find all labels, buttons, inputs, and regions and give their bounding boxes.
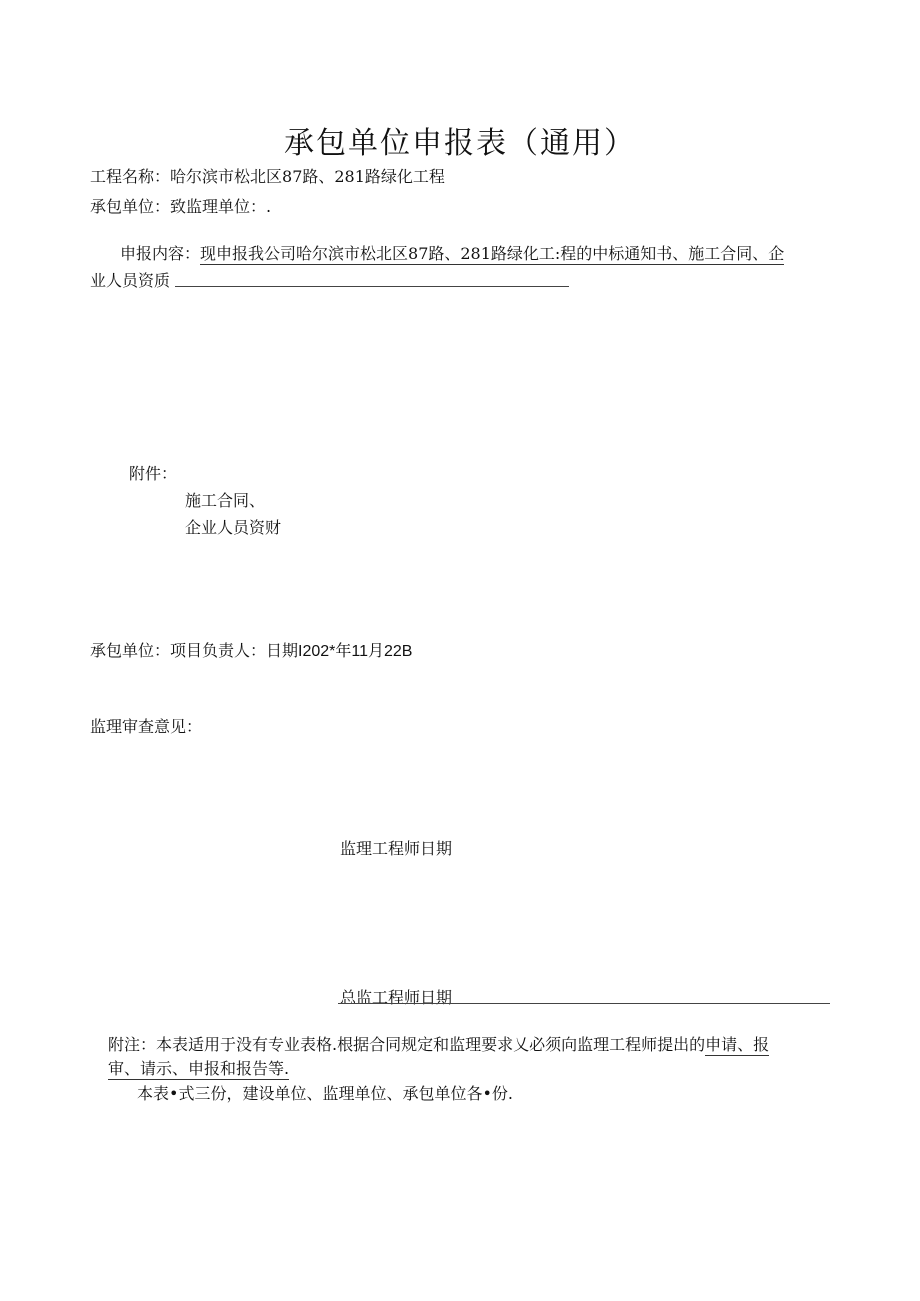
chief-engineer-signature-line — [338, 1003, 830, 1004]
note-row-3: 本表•式三份，建设单位、监理单位、承包单位各•份. — [137, 1084, 513, 1103]
attachments-label: 附件： — [129, 464, 178, 483]
chief-engineer-signature: 总监工程师日期 — [340, 988, 453, 1007]
review-opinion-label: 监理审查意见： — [90, 717, 203, 736]
project-name-value: 哈尔滨市松北区87路、281路绿化工程 — [170, 167, 445, 186]
project-name-row — [90, 164, 445, 187]
declaration-content-label: 申报内容： — [120, 244, 201, 263]
declaration-underline — [175, 286, 569, 287]
attachment-item: 施工合同、 — [185, 491, 266, 510]
supervising-engineer-signature: 监理工程师日期 — [340, 839, 453, 858]
signature-labels: 承包单位：项目负责人：日期 — [90, 641, 299, 660]
project-name-label: 工程名称： — [90, 167, 171, 186]
form-title: 承包单位申报表（通用） — [284, 126, 636, 161]
note-row-2 — [108, 1056, 289, 1079]
signature-row — [90, 638, 412, 661]
contractor-row: 承包单位：致监理单位：. — [90, 197, 272, 216]
note-row-1 — [108, 1032, 769, 1055]
note-underlined-text: 申请、报 — [705, 1035, 770, 1054]
note-text: 附注：本表适用于没有专业表格.根据合同规定和监理要求乂必须向监理工程师提出的 — [108, 1035, 706, 1054]
note-underlined-text: 审、请示、申报和报告等. — [108, 1059, 290, 1078]
declaration-content-continued: 业人员资质 — [90, 271, 171, 290]
attachment-item: 企业人员资财 — [185, 518, 282, 537]
declaration-content-text: 现申报我公司哈尔滨市松北区87路、281路绿化工:程的中标通知书、施工合同、企 — [200, 244, 785, 263]
declaration-content-row — [120, 241, 784, 264]
signature-date: I202*年11月22B — [298, 643, 413, 660]
